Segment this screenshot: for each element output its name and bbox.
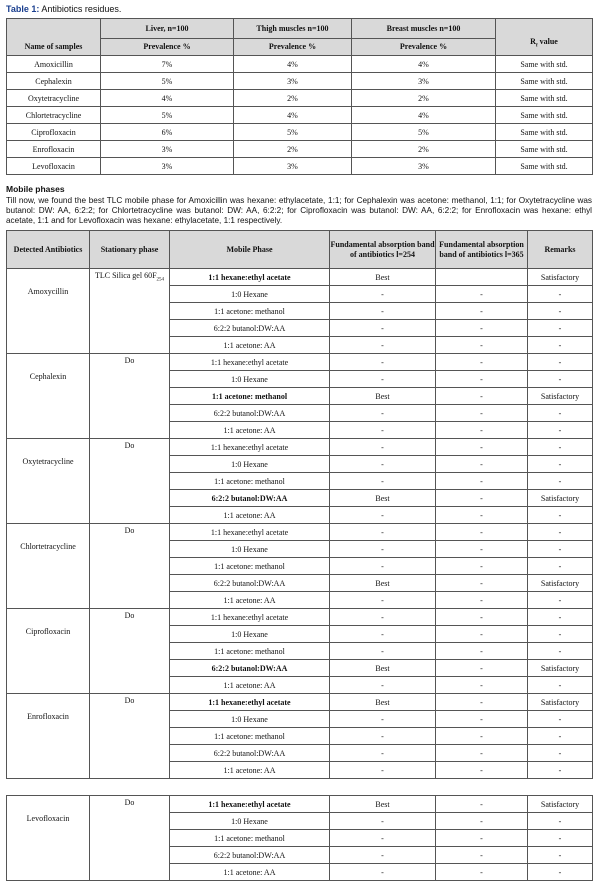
col-header-prevalence-liver: Prevalence % bbox=[101, 39, 234, 56]
cell-band365: - bbox=[436, 813, 528, 830]
cell-mobile-phase: 1:1 acetone: AA bbox=[170, 507, 330, 524]
cell-band254: Best bbox=[330, 269, 436, 286]
col-header-remarks: Remarks bbox=[528, 231, 593, 269]
cell-drug: Cephalexin bbox=[7, 354, 90, 439]
cell-name: Levofloxacin bbox=[7, 158, 101, 175]
cell-stationary bbox=[90, 796, 170, 881]
cell-name: Oxytetracycline bbox=[7, 90, 101, 107]
table1-caption-text: Antibiotics residues. bbox=[41, 4, 122, 14]
cell-remarks: - bbox=[528, 592, 593, 609]
cell-liver: 3% bbox=[101, 158, 234, 175]
stationary-main: Do bbox=[124, 798, 135, 807]
cell-band254: Best bbox=[330, 490, 436, 507]
table-gap-row bbox=[7, 779, 593, 796]
rf-main: R bbox=[530, 37, 536, 47]
col-header-name: Name of samples bbox=[7, 19, 101, 56]
cell-band365: - bbox=[436, 643, 528, 660]
cell-band365: - bbox=[436, 660, 528, 677]
cell-breast: 3% bbox=[352, 73, 496, 90]
cell-mobile-phase: 6:2:2 butanol:DW:AA bbox=[170, 490, 330, 507]
col-header-stationary: Stationary phase bbox=[90, 231, 170, 269]
cell-remarks: - bbox=[528, 677, 593, 694]
cell-mobile-phase: 6:2:2 butanol:DW:AA bbox=[170, 575, 330, 592]
cell-remarks: - bbox=[528, 303, 593, 320]
cell-mobile-phase: 1:1 acetone: AA bbox=[170, 592, 330, 609]
cell-band365: - bbox=[436, 796, 528, 813]
cell-breast: 2% bbox=[352, 141, 496, 158]
cell-band254: - bbox=[330, 745, 436, 762]
cell-remarks: Satisfactory bbox=[528, 694, 593, 711]
cell-remarks: Satisfactory bbox=[528, 660, 593, 677]
cell-band254: - bbox=[330, 830, 436, 847]
cell-band365: - bbox=[436, 677, 528, 694]
cell-band254: - bbox=[330, 456, 436, 473]
cell-drug: Levofloxacin bbox=[7, 796, 90, 881]
cell-thigh: 5% bbox=[234, 124, 352, 141]
table-row bbox=[7, 141, 593, 158]
cell-band254: - bbox=[330, 762, 436, 779]
cell-remarks: - bbox=[528, 830, 593, 847]
cell-remarks: - bbox=[528, 371, 593, 388]
cell-band365: - bbox=[436, 473, 528, 490]
cell-band254: - bbox=[330, 286, 436, 303]
cell-band365: - bbox=[436, 745, 528, 762]
tlc-mobile-phase-table bbox=[6, 230, 593, 881]
cell-band254: - bbox=[330, 847, 436, 864]
cell-remarks: - bbox=[528, 728, 593, 745]
cell-stationary bbox=[90, 439, 170, 524]
table-row bbox=[7, 124, 593, 141]
col-header-thigh: Thigh muscles n=100 bbox=[234, 19, 352, 39]
cell-band254: - bbox=[330, 711, 436, 728]
cell-band365: - bbox=[436, 439, 528, 456]
col-header-band365: Fundamental absorption band of antibiotics l=365 bbox=[436, 231, 528, 269]
rf-sub: f bbox=[535, 44, 538, 49]
cell-remarks: - bbox=[528, 626, 593, 643]
cell-stationary bbox=[90, 524, 170, 609]
cell-thigh: 4% bbox=[234, 56, 352, 73]
cell-band254: - bbox=[330, 626, 436, 643]
cell-band254: - bbox=[330, 303, 436, 320]
cell-band254: Best bbox=[330, 388, 436, 405]
cell-remarks: - bbox=[528, 405, 593, 422]
stationary-main: TLC Silica gel 60F bbox=[94, 271, 157, 280]
table-row bbox=[7, 73, 593, 90]
cell-band254: Best bbox=[330, 575, 436, 592]
cell-band254: - bbox=[330, 473, 436, 490]
cell-band365: - bbox=[436, 575, 528, 592]
table1-body bbox=[7, 56, 593, 175]
cell-band254: - bbox=[330, 507, 436, 524]
cell-band254: - bbox=[330, 405, 436, 422]
cell-mobile-phase: 1:1 hexane:ethyl acetate bbox=[170, 694, 330, 711]
col-header-rf bbox=[496, 19, 593, 56]
cell-band365: - bbox=[436, 490, 528, 507]
cell-band365: - bbox=[436, 626, 528, 643]
cell-remarks: - bbox=[528, 473, 593, 490]
cell-remarks: - bbox=[528, 524, 593, 541]
table-row bbox=[7, 56, 593, 73]
cell-remarks: - bbox=[528, 422, 593, 439]
cell-remarks: - bbox=[528, 864, 593, 881]
cell-band365: - bbox=[436, 303, 528, 320]
cell-drug: Enrofloxacin bbox=[7, 694, 90, 779]
cell-remarks: - bbox=[528, 745, 593, 762]
cell-band254: - bbox=[330, 609, 436, 626]
cell-mobile-phase: 1:0 Hexane bbox=[170, 711, 330, 728]
cell-band254: - bbox=[330, 422, 436, 439]
table2-body bbox=[7, 269, 593, 881]
cell-band365: - bbox=[436, 762, 528, 779]
cell-stationary bbox=[90, 694, 170, 779]
cell-mobile-phase: 1:1 acetone: AA bbox=[170, 762, 330, 779]
cell-band254: - bbox=[330, 320, 436, 337]
stationary-main: Do bbox=[124, 526, 135, 535]
cell-remarks: - bbox=[528, 337, 593, 354]
cell-band254: - bbox=[330, 643, 436, 660]
cell-mobile-phase: 1:1 hexane:ethyl acetate bbox=[170, 524, 330, 541]
col-header-prevalence-breast: Prevalence % bbox=[352, 39, 496, 56]
cell-mobile-phase: 1:0 Hexane bbox=[170, 456, 330, 473]
cell-band254: - bbox=[330, 354, 436, 371]
cell-mobile-phase: 1:1 acetone: methanol bbox=[170, 473, 330, 490]
cell-band365: - bbox=[436, 405, 528, 422]
cell-remarks: - bbox=[528, 456, 593, 473]
cell-remarks: Satisfactory bbox=[528, 490, 593, 507]
cell-band254: - bbox=[330, 439, 436, 456]
cell-mobile-phase: 1:0 Hexane bbox=[170, 371, 330, 388]
gap-cell bbox=[7, 779, 593, 796]
cell-mobile-phase: 1:0 Hexane bbox=[170, 286, 330, 303]
col-header-band254: Fundamental absorption band of antibiotics l=254 bbox=[330, 231, 436, 269]
cell-band365: - bbox=[436, 541, 528, 558]
cell-band365: - bbox=[436, 507, 528, 524]
cell-mobile-phase: 1:1 hexane:ethyl acetate bbox=[170, 439, 330, 456]
cell-breast: 4% bbox=[352, 56, 496, 73]
cell-band365: - bbox=[436, 558, 528, 575]
table-row bbox=[7, 609, 593, 626]
cell-mobile-phase: 1:1 hexane:ethyl acetate bbox=[170, 796, 330, 813]
cell-rf: Same with std. bbox=[496, 90, 593, 107]
cell-breast: 3% bbox=[352, 158, 496, 175]
cell-band254: - bbox=[330, 371, 436, 388]
cell-thigh: 3% bbox=[234, 158, 352, 175]
cell-remarks: Satisfactory bbox=[528, 575, 593, 592]
cell-rf: Same with std. bbox=[496, 56, 593, 73]
cell-remarks: - bbox=[528, 354, 593, 371]
cell-mobile-phase: 1:0 Hexane bbox=[170, 626, 330, 643]
cell-remarks: - bbox=[528, 813, 593, 830]
cell-drug: Oxytetracycline bbox=[7, 439, 90, 524]
cell-band254: - bbox=[330, 864, 436, 881]
cell-liver: 3% bbox=[101, 141, 234, 158]
cell-band365: - bbox=[436, 864, 528, 881]
cell-mobile-phase: 1:0 Hexane bbox=[170, 541, 330, 558]
cell-remarks: Satisfactory bbox=[528, 388, 593, 405]
cell-mobile-phase: 1:1 acetone: methanol bbox=[170, 830, 330, 847]
cell-band365: - bbox=[436, 320, 528, 337]
cell-band365: - bbox=[436, 371, 528, 388]
mobile-phases-title: Mobile phases bbox=[6, 184, 65, 194]
cell-remarks: - bbox=[528, 847, 593, 864]
cell-band365: - bbox=[436, 609, 528, 626]
cell-band254: - bbox=[330, 813, 436, 830]
cell-stationary bbox=[90, 609, 170, 694]
cell-liver: 5% bbox=[101, 73, 234, 90]
cell-band365: - bbox=[436, 337, 528, 354]
cell-band254: Best bbox=[330, 796, 436, 813]
cell-breast: 2% bbox=[352, 90, 496, 107]
table-row bbox=[7, 694, 593, 711]
cell-name: Enrofloxacin bbox=[7, 141, 101, 158]
cell-band254: Best bbox=[330, 694, 436, 711]
cell-rf: Same with std. bbox=[496, 73, 593, 90]
col-header-detected: Detected Antibiotics bbox=[7, 231, 90, 269]
cell-band365: - bbox=[436, 456, 528, 473]
col-header-prevalence-thigh: Prevalence % bbox=[234, 39, 352, 56]
stationary-sub: 254 bbox=[156, 277, 165, 283]
col-header-mobile: Mobile Phase bbox=[170, 231, 330, 269]
cell-band254: - bbox=[330, 677, 436, 694]
cell-mobile-phase: 1:1 acetone: AA bbox=[170, 422, 330, 439]
rf-rest: value bbox=[537, 37, 558, 47]
antibiotic-residues-table bbox=[6, 18, 593, 175]
cell-mobile-phase: 1:1 acetone: AA bbox=[170, 337, 330, 354]
cell-liver: 7% bbox=[101, 56, 234, 73]
cell-drug: Chlortetracycline bbox=[7, 524, 90, 609]
cell-remarks: - bbox=[528, 320, 593, 337]
cell-band254: - bbox=[330, 592, 436, 609]
table-row bbox=[7, 107, 593, 124]
cell-liver: 4% bbox=[101, 90, 234, 107]
cell-band365: - bbox=[436, 694, 528, 711]
cell-mobile-phase: 1:1 acetone: AA bbox=[170, 864, 330, 881]
cell-mobile-phase: 6:2:2 butanol:DW:AA bbox=[170, 660, 330, 677]
cell-band365: - bbox=[436, 524, 528, 541]
cell-band365: - bbox=[436, 354, 528, 371]
cell-mobile-phase: 1:1 hexane:ethyl acetate bbox=[170, 269, 330, 286]
col-header-liver: Liver, n=100 bbox=[101, 19, 234, 39]
cell-band365: - bbox=[436, 422, 528, 439]
cell-thigh: 2% bbox=[234, 141, 352, 158]
cell-band365: - bbox=[436, 388, 528, 405]
cell-breast: 4% bbox=[352, 107, 496, 124]
cell-drug: Ciprofloxacin bbox=[7, 609, 90, 694]
cell-band365: - bbox=[436, 847, 528, 864]
cell-liver: 6% bbox=[101, 124, 234, 141]
cell-band254: - bbox=[330, 524, 436, 541]
table1-caption-label: Table 1: bbox=[6, 4, 40, 14]
stationary-main: Do bbox=[124, 356, 135, 365]
cell-band254: - bbox=[330, 558, 436, 575]
cell-rf: Same with std. bbox=[496, 124, 593, 141]
cell-drug: Amoxycillin bbox=[7, 269, 90, 354]
cell-remarks: - bbox=[528, 507, 593, 524]
cell-name: Ciprofloxacin bbox=[7, 124, 101, 141]
cell-mobile-phase: 1:0 Hexane bbox=[170, 813, 330, 830]
cell-remarks: Satisfactory bbox=[528, 796, 593, 813]
cell-band365: - bbox=[436, 830, 528, 847]
cell-remarks: - bbox=[528, 439, 593, 456]
cell-remarks: - bbox=[528, 558, 593, 575]
cell-liver: 5% bbox=[101, 107, 234, 124]
cell-mobile-phase: 6:2:2 butanol:DW:AA bbox=[170, 847, 330, 864]
cell-remarks: - bbox=[528, 762, 593, 779]
cell-thigh: 2% bbox=[234, 90, 352, 107]
cell-name: Amoxicillin bbox=[7, 56, 101, 73]
mobile-phases-paragraph: Till now, we found the best TLC mobile phase for Amoxicillin was hexane: ethylacetate, 1:1; for Cephalexin was acetone: methanol, 1:1; for Oxytetracycline was butanol: DW: AA, 6:2:2; for Chlortetracycline was butanol: DW: AA, 6:2:2; for Ciprofloxacin was butanol: DW: AA, 6:2:2; for Enrofloxacin was hexane: ethyl acetate, 1:1 and for Levofloxacin was hexane: ethylacetate, 1:1 respectively. bbox=[6, 196, 592, 226]
cell-mobile-phase: 1:1 acetone: methanol bbox=[170, 388, 330, 405]
cell-rf: Same with std. bbox=[496, 158, 593, 175]
cell-mobile-phase: 1:1 acetone: methanol bbox=[170, 643, 330, 660]
table-row bbox=[7, 524, 593, 541]
cell-stationary bbox=[90, 354, 170, 439]
cell-band365 bbox=[436, 269, 528, 286]
table-row bbox=[7, 269, 593, 286]
cell-mobile-phase: 1:1 acetone: methanol bbox=[170, 728, 330, 745]
cell-band254: - bbox=[330, 728, 436, 745]
table-row bbox=[7, 90, 593, 107]
cell-thigh: 4% bbox=[234, 107, 352, 124]
cell-mobile-phase: 1:1 hexane:ethyl acetate bbox=[170, 354, 330, 371]
cell-rf: Same with std. bbox=[496, 141, 593, 158]
cell-mobile-phase: 1:1 acetone: methanol bbox=[170, 558, 330, 575]
table-row bbox=[7, 158, 593, 175]
table1-caption bbox=[6, 4, 121, 14]
table-row bbox=[7, 796, 593, 813]
table-row bbox=[7, 354, 593, 371]
stationary-main: Do bbox=[124, 441, 135, 450]
cell-mobile-phase: 1:1 acetone: methanol bbox=[170, 303, 330, 320]
cell-mobile-phase: 6:2:2 butanol:DW:AA bbox=[170, 405, 330, 422]
cell-mobile-phase: 1:1 hexane:ethyl acetate bbox=[170, 609, 330, 626]
cell-band365: - bbox=[436, 711, 528, 728]
cell-rf: Same with std. bbox=[496, 107, 593, 124]
table-row bbox=[7, 439, 593, 456]
cell-mobile-phase: 1:1 acetone: AA bbox=[170, 677, 330, 694]
cell-name: Cephalexin bbox=[7, 73, 101, 90]
cell-band365: - bbox=[436, 728, 528, 745]
stationary-main: Do bbox=[124, 611, 135, 620]
cell-stationary bbox=[90, 269, 170, 354]
cell-thigh: 3% bbox=[234, 73, 352, 90]
cell-band254: - bbox=[330, 337, 436, 354]
cell-band254: Best bbox=[330, 660, 436, 677]
cell-remarks: - bbox=[528, 609, 593, 626]
cell-band254: - bbox=[330, 541, 436, 558]
cell-mobile-phase: 6:2:2 butanol:DW:AA bbox=[170, 320, 330, 337]
cell-remarks: - bbox=[528, 286, 593, 303]
col-header-breast: Breast muscles n=100 bbox=[352, 19, 496, 39]
cell-remarks: Satisfactory bbox=[528, 269, 593, 286]
cell-mobile-phase: 6:2:2 butanol:DW:AA bbox=[170, 745, 330, 762]
cell-band365: - bbox=[436, 592, 528, 609]
cell-name: Chlortetracycline bbox=[7, 107, 101, 124]
stationary-main: Do bbox=[124, 696, 135, 705]
cell-remarks: - bbox=[528, 643, 593, 660]
cell-remarks: - bbox=[528, 711, 593, 728]
cell-band365: - bbox=[436, 286, 528, 303]
cell-breast: 5% bbox=[352, 124, 496, 141]
cell-remarks: - bbox=[528, 541, 593, 558]
